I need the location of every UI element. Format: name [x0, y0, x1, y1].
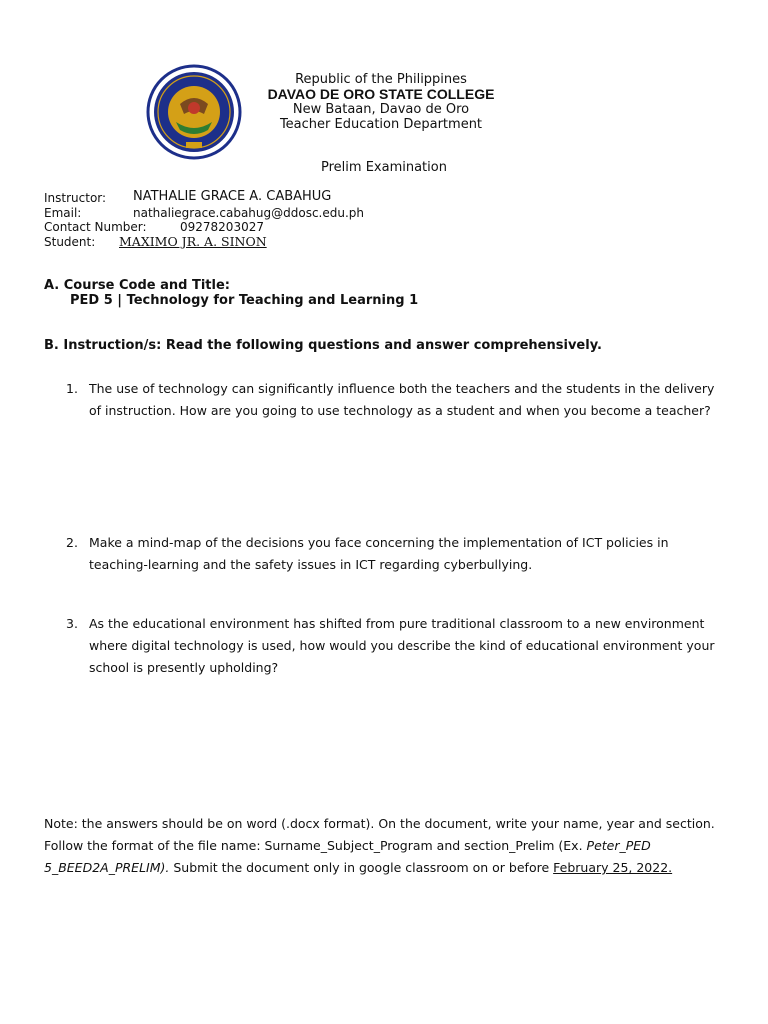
- course-title: PED 5 | Technology for Teaching and Learning 1: [70, 293, 419, 308]
- document-header: [230, 72, 532, 132]
- contact-label: Contact Number:: [44, 220, 147, 234]
- college-seal-logo: [146, 64, 242, 160]
- question-3: [66, 613, 729, 679]
- section-b-instructions: B. Instruction/s: Read the following questions and answer comprehensively.: [44, 338, 602, 353]
- section-a-heading: A. Course Code and Title:: [44, 278, 230, 293]
- question-text: The use of technology can significantly influence both the teachers and the students in the delivery of instruction. How are you going to use technology as a student and when you become a teacher?: [89, 381, 715, 418]
- submission-note: [44, 813, 724, 879]
- note-text-1: Note: the answers should be on word (.docx format). On the document, write your name, year and section. Follow the format of the file name: Surname_Subject_Program and section_Prelim (Ex.: [44, 816, 715, 853]
- question-text: Make a mind-map of the decisions you face concerning the implementation of ICT policies in teaching-learning and the safety issues in ICT regarding cyberbullying.: [89, 535, 669, 572]
- question-1: [66, 378, 729, 422]
- question-number: 2.: [66, 535, 78, 550]
- question-number: 3.: [66, 616, 78, 631]
- question-text: As the educational environment has shifted from pure traditional classroom to a new environment where digital technology is used, how would you describe the kind of educational environment your school is presently upholding?: [89, 616, 715, 675]
- email-label: Email:: [44, 205, 82, 220]
- header-address: New Bataan, Davao de Oro: [292, 102, 470, 117]
- contact-value: 09278203027: [180, 220, 264, 234]
- student-name: MAXIMO JR. A. SINON: [119, 233, 267, 249]
- student-label: Student:: [44, 234, 96, 249]
- header-department: Teacher Education Department: [279, 117, 483, 132]
- section-a: [44, 278, 418, 308]
- instructor-label: Instructor:: [44, 191, 107, 205]
- header-republic: Republic of the Philippines: [295, 72, 467, 87]
- question-2: [66, 532, 729, 576]
- exam-title: Prelim Examination: [321, 160, 447, 175]
- note-deadline: February 25, 2022.: [553, 860, 673, 875]
- instructor-name: NATHALIE GRACE A. CABAHUG: [133, 189, 332, 204]
- email-value: nathaliegrace.cabahug@ddosc.edu.ph: [133, 205, 365, 220]
- header-college-name: DAVAO DE ORO STATE COLLEGE: [267, 86, 495, 102]
- note-text-2: Submit the document only in google classroom on or before: [169, 860, 554, 875]
- note-filename-example: Peter_PED 5_BEED2A_PRELIM).: [44, 838, 651, 875]
- question-number: 1.: [66, 381, 78, 396]
